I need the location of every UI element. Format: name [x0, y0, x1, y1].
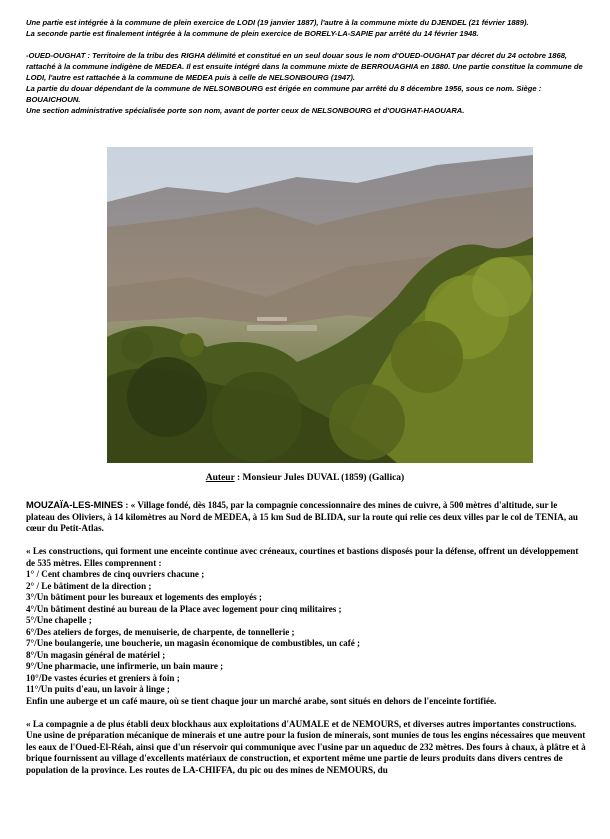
landscape-photo: [107, 147, 533, 463]
list-item: 6°/Des ateliers de forges, de menuiserie, de charpente, de tonnellerie ;: [26, 626, 295, 637]
list-item: 4°/Un bâtiment destiné au bureau de la Place avec logement pour cinq militaires ;: [26, 603, 342, 614]
company-paragraph: « La compagnie a de plus établi deux blockhaus aux exploitations d'AUMALE et de NEMOURS, et diverses autres importantes constructions. Une usine de préparation mécanique de minerais et une autre pour la fusion de minerais, sont munies de tous les engins nécessaires que meuvent les eaux de l'Oued-El-Réah, ainsi que d'un réservoir qui communique avec l'usine par un aqueduc de 232 mètres. Des fours à chaux, à plâtre et à brique fournissent au village d'excellents matériaux de construction, et exportent même une partie de leurs produits dans divers centres de population de la province. Les routes de LA-CHIFFA, du pic ou des mines de NEMOURS, du: [26, 718, 586, 775]
caption-author-text: : Monsieur Jules DUVAL (1859) (Gallica): [234, 473, 405, 483]
note-section-administrative: Une section administrative spécialisée porte son nom, avant de porter ceux de NELSONBOURG et d'OUGHAT-HAOUARA.: [26, 106, 465, 115]
closing-paragraph: Enfin une auberge et un café maure, où se tient chaque jour un marché arabe, sont situés en dehors de l'enceinte fortifiée.: [26, 695, 497, 706]
list-item: 2° / Le bâtiment de la direction ;: [26, 580, 152, 591]
constructions-paragraph: « Les constructions, qui forment une enceinte continue avec créneaux, courtines et bastions disposés pour la défense, offrent un développement de 535 mètres. Elles comprennent :: [26, 546, 579, 568]
note-lodi-djendel: Une partie est intégrée à la commune de plein exercice de LODI (19 janvier 1887), l'autre à la commune mixte du DJENDEL (21 février 1889).: [26, 18, 529, 27]
note-nelsonbourg: La partie du douar dépendant de la commune de NELSONBOURG est érigée en commune par arrêté du 8 décembre 1956, sous ce nom. Siège : BOUAICHOUN.: [26, 84, 542, 104]
photo-caption: [0, 472, 610, 484]
commune-history-notes: [26, 17, 586, 116]
list-item: 8°/Un magasin général de matériel ;: [26, 649, 166, 660]
note-borely-la-sapie: La seconde partie est finalement intégrée à la commune de plein exercice de BORELY-LA-SAPIE par arrêté du 14 février 1948.: [26, 29, 479, 38]
list-item: 10°/De vastes écuries et greniers à foin ;: [26, 672, 180, 683]
list-item: 1° / Cent chambres de cinq ouvriers chacune ;: [26, 569, 205, 579]
caption-author-label: Auteur: [205, 473, 235, 483]
list-item: 7°/Une boulangerie, une boucherie, un magasin économique de combustibles, un café ;: [26, 638, 361, 648]
intro-paragraph: [26, 500, 588, 535]
list-item: 5°/Une chapelle ;: [26, 615, 92, 625]
list-item: 11°/Un puits d'eau, un lavoir à linge ;: [26, 684, 170, 694]
intro-text: : « Village fondé, dès 1845, par la compagnie concessionnaire des mines de cuivre, à 500 mètres d'altitude, sur le plateau des Oliviers, à 14 kilomètres au Nord de MEDEA, à 15 km Sud de BLIDA, sur la route qui relie ces deux villes par le col de TENIA, au cœur du Petit-Atlas.: [26, 500, 578, 533]
article-body: [26, 500, 588, 776]
note-oued-oughat: -OUED-OUGHAT : Territoire de la tribu des RIGHA délimité et constitué en un seul douar sous le nom d'OUED-OUGHAT par décret du 24 octobre 1868, rattaché à la commune indigène de MEDEA. Il est ensuite intégré dans la commune mixte de BERROUAGHIA en 1880. Une partie constitue la commune de LODI, l'autre est rattachée à la commune de MEDEA puis à celle de NELSONBOURG (1947).: [26, 51, 583, 82]
list-item: 3°/Un bâtiment pour les bureaux et logements des employés ;: [26, 592, 262, 602]
list-item: 9°/Une pharmacie, une infirmerie, un bain maure ;: [26, 661, 224, 671]
village-name: MOUZAÏA-LES-MINES: [26, 500, 124, 510]
